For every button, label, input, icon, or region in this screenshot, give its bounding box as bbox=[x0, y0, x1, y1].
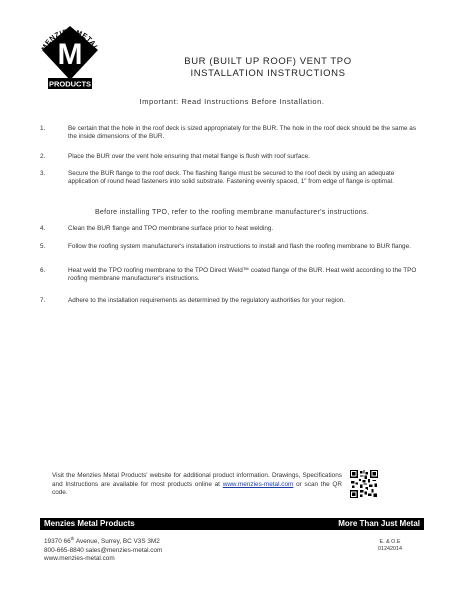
step-text: Secure the BUR flange to the roof deck. The flashing flange must be secured to the roof deck by using an adequate application of round head fasteners into solid substrate. Fastening evenly spaced, 1" from edge of flange is optimal. bbox=[68, 170, 395, 186]
website-link[interactable]: www.menzies-metal.com bbox=[222, 480, 294, 488]
contact-block bbox=[44, 535, 162, 564]
menzies-logo bbox=[34, 20, 106, 92]
step-text: Clean the BUR flange and TPO membrane surface prior to heat welding. bbox=[68, 225, 274, 232]
logo-letter: M bbox=[57, 38, 83, 71]
title-line-1: BUR (BUILT UP ROOF) VENT TPO bbox=[184, 56, 352, 67]
step-item bbox=[40, 297, 420, 305]
doc-number: 01242014 bbox=[378, 545, 402, 552]
step-item bbox=[40, 170, 420, 186]
phone-email-line: 800-665-8840 sales@menzies-metal.com bbox=[44, 546, 163, 554]
logo-arc-text: MENZIES METAL bbox=[40, 28, 100, 53]
step-text: Follow the roofing system manufacturer's installation instructions to install and flash the roofing membrane to BUR flange. bbox=[68, 243, 411, 250]
step-item bbox=[40, 225, 420, 233]
step-number: 3. bbox=[40, 170, 46, 177]
address-number: 19370 66 bbox=[44, 538, 71, 546]
visit-tail: or scan the QR code. bbox=[52, 480, 343, 497]
company-slogan: More Than Just Metal bbox=[338, 519, 420, 528]
step-number: 4. bbox=[40, 225, 46, 232]
qr-code[interactable] bbox=[350, 470, 378, 498]
website-info bbox=[52, 472, 342, 498]
step-text: Adhere to the installation requirements as determined by the regulatory authorities for your region. bbox=[68, 297, 346, 304]
important-notice: Important: Read Instructions Before Installation. bbox=[139, 97, 325, 106]
address-suffix: th bbox=[70, 536, 75, 541]
title-line-2: INSTALLATION INSTRUCTIONS bbox=[190, 68, 346, 79]
step-number: 5. bbox=[40, 243, 46, 250]
step-number: 1. bbox=[40, 125, 46, 132]
step-number: 2. bbox=[40, 153, 46, 160]
company-name: Menzies Metal Products bbox=[44, 519, 135, 528]
address-line bbox=[44, 535, 162, 547]
step-number: 7. bbox=[40, 297, 46, 304]
document-code bbox=[360, 539, 420, 552]
website-line: www.menzies-metal.com bbox=[44, 555, 115, 563]
step-text: Be certain that the hole in the roof deck is sized appropriately for the BUR. The hole in the roof deck should be the same as the inside dimensions of the BUR. bbox=[68, 125, 417, 141]
step-item bbox=[40, 125, 420, 141]
document-title bbox=[118, 56, 418, 80]
visit-text: Visit the Menzies Metal Products' website for additional product information. Drawings, Specifications and Instructions are available for most products online at bbox=[52, 472, 342, 488]
company-bar bbox=[40, 518, 424, 530]
step-item bbox=[40, 267, 420, 283]
step-number: 6. bbox=[40, 267, 46, 274]
address-rest: Avenue, Surrey, BC V3S 3M2 bbox=[75, 538, 160, 546]
step-text: Place the BUR over the vent hole ensuring that metal flange is flush with roof surface. bbox=[68, 153, 310, 160]
step-item bbox=[40, 153, 420, 161]
step-item bbox=[40, 243, 420, 251]
step-text: Heat weld the TPO roofing membrane to the TPO Direct Weld™ coated flange of the BUR. Heat weld according to the TPO roofing membrane manufacturer's instructions. bbox=[68, 267, 417, 283]
tpo-note: Before installing TPO, refer to the roofing membrane manufacturer's instructions. bbox=[94, 209, 370, 216]
eoe-text: E. & O.E bbox=[379, 539, 401, 545]
logo-products: PRODUCTS bbox=[48, 79, 92, 89]
